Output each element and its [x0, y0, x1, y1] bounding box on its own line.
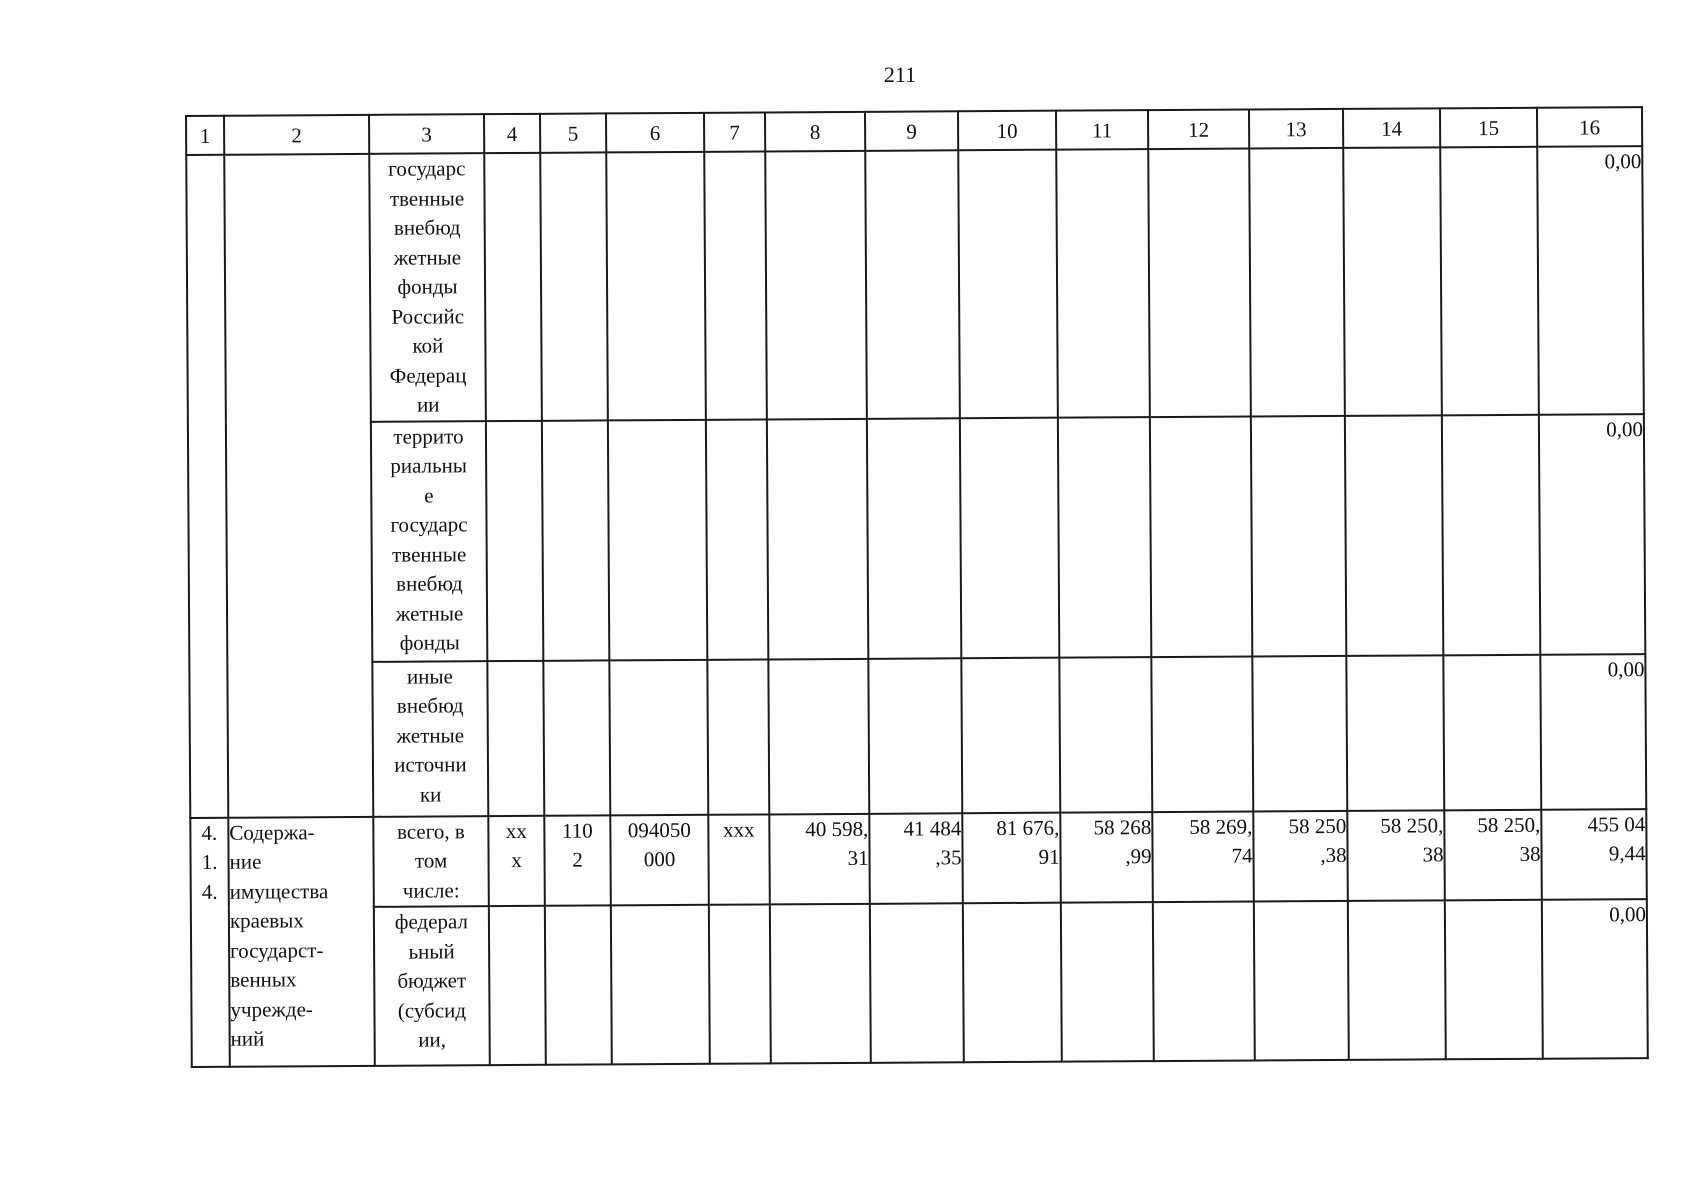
empty-cell: [1442, 414, 1540, 655]
empty-cell: [1148, 148, 1251, 416]
empty-cell: [224, 154, 373, 817]
funding-source-text: федерал ьный бюджет (субсид ии,: [394, 909, 469, 1052]
amount-cell: [962, 812, 1061, 903]
header-cell: 5: [540, 113, 606, 152]
empty-cell: [706, 419, 768, 659]
item-title-cell: [228, 816, 375, 1066]
funding-source-cell: [373, 816, 489, 907]
amount-cell: [1347, 810, 1445, 901]
empty-cell: [1252, 655, 1347, 811]
header-cell: 14: [1343, 108, 1440, 148]
amount-cell: 0,00: [1539, 414, 1645, 655]
empty-cell: [770, 904, 871, 1064]
header-cell: 12: [1148, 110, 1249, 150]
header-cell: 6: [606, 113, 704, 153]
table-row: [191, 899, 1648, 1067]
empty-cell: [963, 903, 1062, 1063]
amount-value: 455 04 9,44: [1587, 811, 1646, 866]
empty-cell: [606, 152, 706, 420]
header-cell: 10: [958, 111, 1056, 151]
empty-cell: [609, 659, 708, 815]
empty-cell: [487, 660, 544, 815]
amount-cell: 0,00: [1540, 654, 1646, 810]
header-cell: 15: [1440, 108, 1537, 148]
code-cell: [488, 815, 545, 906]
empty-cell: [1249, 148, 1345, 416]
empty-cell: [1345, 415, 1443, 656]
empty-cell: [768, 658, 869, 814]
amount-value: 58 250, 38: [1477, 812, 1541, 866]
empty-cell: [608, 419, 707, 660]
budget-table: [185, 106, 1649, 1068]
code-value: хх х: [505, 818, 527, 873]
empty-cell: [765, 151, 867, 419]
empty-cell: [767, 418, 868, 659]
funding-source-cell: [374, 906, 490, 1066]
empty-cell: [545, 905, 612, 1064]
header-cell: 3: [369, 114, 484, 154]
empty-cell: [542, 420, 609, 660]
table-row: [190, 809, 1647, 908]
empty-cell: [1348, 900, 1446, 1060]
funding-source-text: всего, в том числе:: [396, 818, 465, 903]
code-cell: [708, 814, 770, 905]
empty-cell: [489, 906, 546, 1065]
amount-value: 40 598, 31: [805, 816, 869, 870]
header-cell: 13: [1249, 109, 1343, 149]
empty-cell: [1056, 149, 1150, 417]
empty-cell: [704, 151, 767, 419]
empty-cell: [870, 903, 964, 1063]
amount-cell: [1060, 812, 1153, 903]
code-cell: [610, 814, 709, 905]
empty-cell: [867, 418, 961, 659]
table-row: [188, 414, 1645, 663]
header-cell: 7: [704, 112, 765, 151]
empty-cell: [1440, 147, 1539, 415]
page-number: 211: [883, 62, 917, 87]
empty-cell: [543, 660, 610, 815]
header-cell: 2: [224, 115, 369, 155]
code-value: 094050 000: [627, 817, 691, 872]
amount-value: 81 676, 91: [996, 815, 1060, 869]
empty-cell: [865, 150, 960, 418]
empty-cell: [709, 904, 771, 1063]
funding-source-text: государс твенные внебюд жетные фонды Российс кой Федерац ии: [388, 156, 467, 417]
empty-cell: [1151, 656, 1253, 812]
empty-cell: [540, 152, 608, 420]
empty-cell: [958, 150, 1058, 418]
empty-cell: [1153, 901, 1255, 1061]
code-value: ххх: [723, 817, 755, 842]
amount-value: 58 269, 74: [1189, 813, 1253, 868]
code-cell: [544, 815, 611, 906]
empty-cell: [960, 417, 1059, 658]
amount-value: 58 250 ,38: [1288, 813, 1347, 868]
header-cell: 8: [765, 112, 865, 152]
amount-cell: 0,00: [1542, 899, 1648, 1059]
funding-source-text: террито риальны е государс твенные внебюд жетные фонды: [390, 423, 468, 655]
amount-cell: 0,00: [1537, 146, 1644, 414]
amount-value: 41 484 ,35: [903, 815, 962, 870]
amount-value: 58 250, 38: [1380, 812, 1444, 867]
table-row: [186, 146, 1644, 422]
empty-cell: [1061, 902, 1154, 1062]
amount-value: 58 268 ,99: [1093, 814, 1152, 869]
empty-cell: [1443, 654, 1541, 810]
table-row: [189, 654, 1646, 818]
amount-cell: [869, 813, 963, 904]
item-title: Содержа- ние имущества краевых государст- венных учрежде- ний: [229, 819, 329, 1051]
header-cell: 11: [1056, 110, 1148, 150]
header-cell: 9: [865, 111, 958, 151]
amount-cell: [769, 813, 870, 904]
empty-cell: [1059, 657, 1152, 813]
empty-cell: [186, 155, 228, 818]
funding-source-text: иные внебюд жетные источни ки: [394, 663, 467, 807]
empty-cell: [484, 153, 542, 421]
empty-cell: [1254, 901, 1349, 1061]
funding-source-cell: [371, 421, 487, 662]
empty-cell: [1346, 655, 1444, 811]
empty-cell: [868, 658, 962, 814]
header-cell: 4: [484, 114, 540, 153]
amount-cell: [1444, 809, 1542, 900]
amount-cell: [1541, 809, 1647, 900]
funding-source-cell: [372, 661, 488, 817]
item-index-cell: [190, 817, 230, 1067]
empty-cell: [486, 420, 543, 660]
empty-cell: [1343, 147, 1442, 415]
code-value: 110 2: [561, 818, 593, 872]
empty-cell: [961, 657, 1060, 813]
item-index: 4. 1. 4.: [201, 820, 218, 904]
empty-cell: [1150, 416, 1252, 657]
header-cell: 16: [1537, 107, 1642, 147]
header-cell: 1: [186, 116, 224, 155]
funding-source-cell: [369, 153, 486, 421]
empty-cell: [1251, 415, 1346, 656]
amount-cell: [1152, 811, 1254, 902]
empty-cell: [611, 905, 710, 1065]
empty-cell: [707, 659, 769, 814]
empty-cell: [1058, 417, 1151, 658]
amount-cell: [1253, 810, 1348, 901]
empty-cell: [1445, 900, 1543, 1060]
